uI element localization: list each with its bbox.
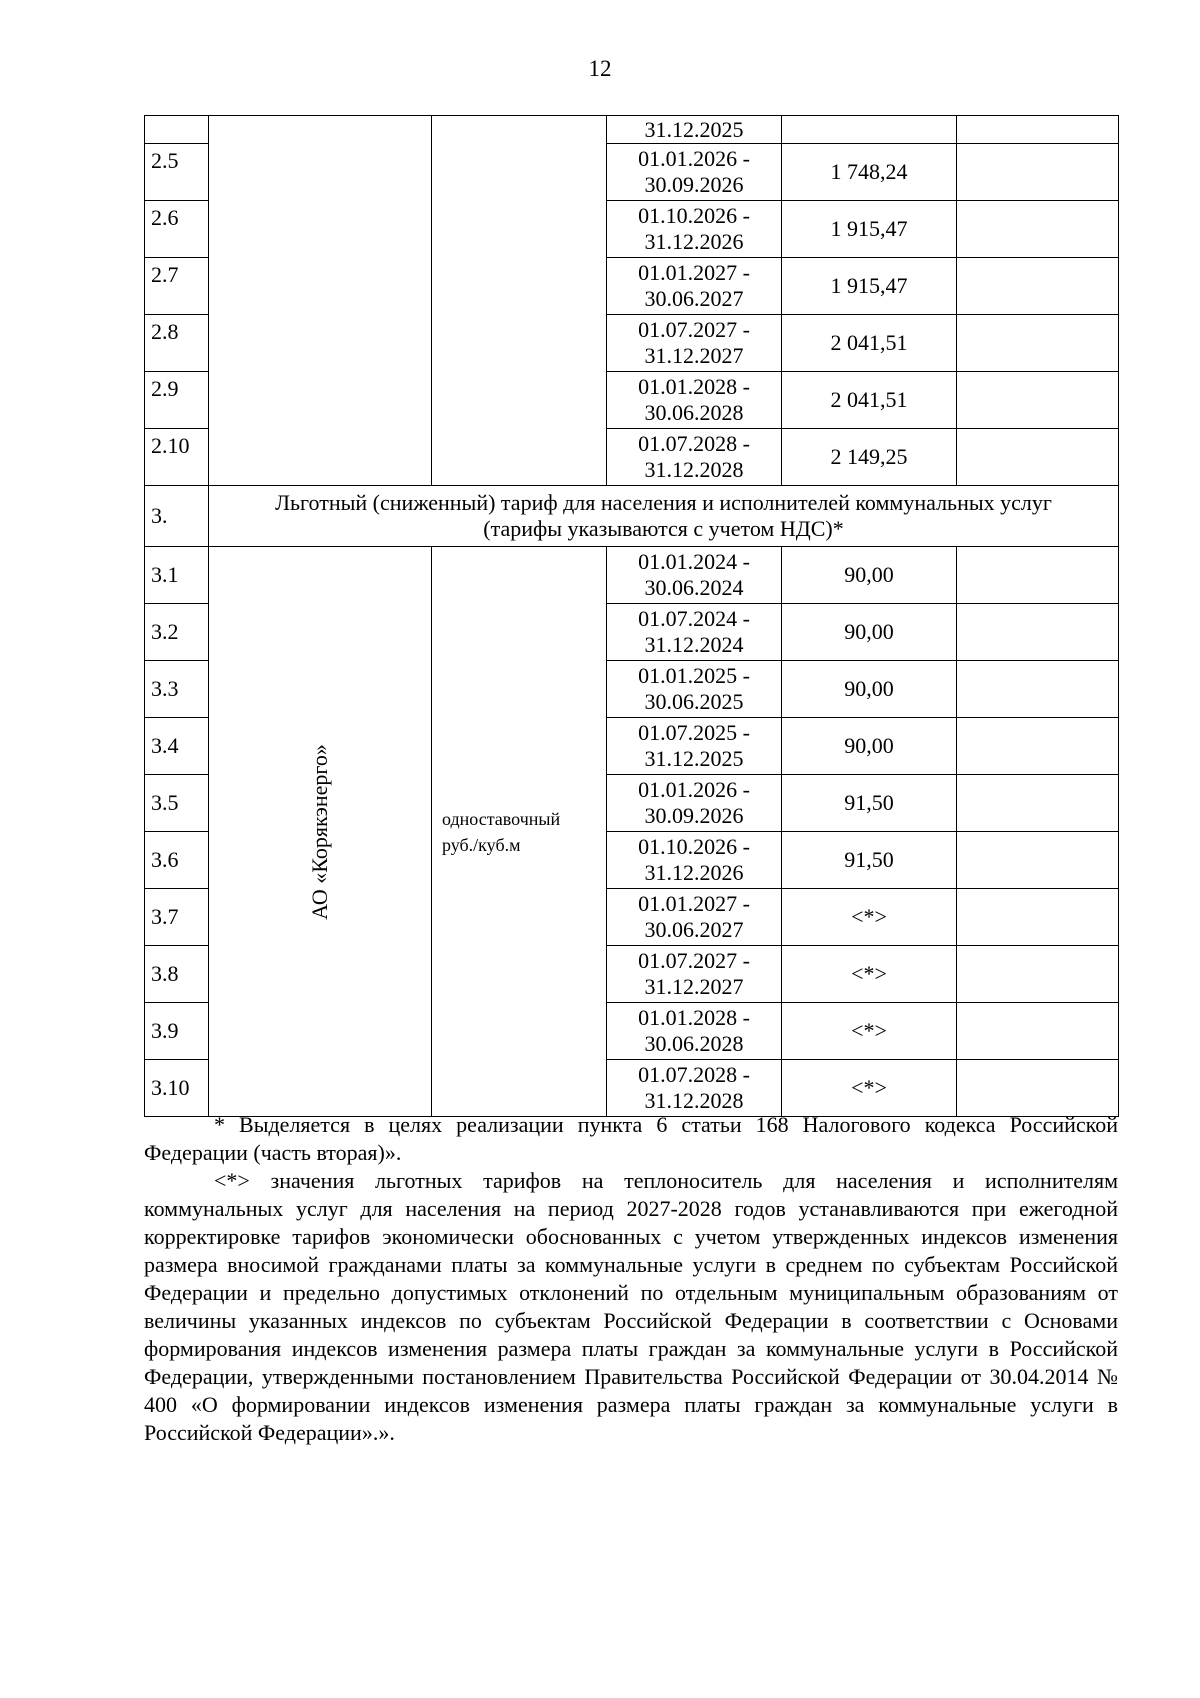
empty-cell <box>957 1003 1119 1060</box>
tariff-type: одноставочный <box>442 808 561 829</box>
period-start: 01.01.2027 - <box>638 260 750 285</box>
organization-cell <box>209 116 432 486</box>
period-cell <box>607 946 782 1003</box>
empty-cell <box>957 661 1119 718</box>
period-start: 01.01.2026 - <box>638 146 750 171</box>
period-end: 31.12.2027 <box>644 343 744 368</box>
page-number: 12 <box>588 56 612 81</box>
period-start: 01.01.2028 - <box>638 374 750 399</box>
period-cell <box>607 889 782 946</box>
period-start: 01.01.2025 - <box>638 663 750 688</box>
row-number: 3.6 <box>145 832 209 889</box>
period-cell <box>607 201 782 258</box>
period-start: 01.07.2028 - <box>638 431 750 456</box>
period-end: 31.12.2028 <box>644 457 744 482</box>
period-end: 30.09.2026 <box>644 172 744 197</box>
period-end: 31.12.2026 <box>644 229 744 254</box>
period-start: 01.07.2027 - <box>638 317 750 342</box>
row-number: 2.8 <box>145 315 209 372</box>
period-cell <box>607 429 782 486</box>
row-number: 3.2 <box>145 604 209 661</box>
period-cell <box>607 258 782 315</box>
row-number: 3.9 <box>145 1003 209 1060</box>
tariff-table <box>144 115 1119 1117</box>
period-cell <box>607 1060 782 1117</box>
period-end: 30.06.2024 <box>644 575 744 600</box>
tariff-value: <*> <box>782 1003 957 1060</box>
period-end: 31.12.2027 <box>644 974 744 999</box>
section-header-row <box>145 486 1119 547</box>
period-cell <box>607 315 782 372</box>
notes <box>144 1111 1118 1447</box>
period-cell <box>607 1003 782 1060</box>
row-number: 3.4 <box>145 718 209 775</box>
organization-name: АО «Корякэнерго» <box>307 743 332 920</box>
row-number-cell <box>145 116 209 144</box>
period-end: 31.12.2028 <box>644 1088 744 1113</box>
tariff-value: 1 748,24 <box>782 144 957 201</box>
period-start: 01.07.2027 - <box>638 948 750 973</box>
period-cell <box>607 372 782 429</box>
empty-cell <box>957 372 1119 429</box>
period-end: 31.12.2024 <box>644 632 744 657</box>
tariff-value: <*> <box>782 1060 957 1117</box>
tariff-value: 90,00 <box>782 604 957 661</box>
period-start: 01.01.2024 - <box>638 549 750 574</box>
period-end: 30.06.2025 <box>644 689 744 714</box>
tariff-value: 2 149,25 <box>782 429 957 486</box>
period-start: 01.07.2024 - <box>638 606 750 631</box>
empty-cell <box>957 1060 1119 1117</box>
period-start: 01.10.2026 - <box>638 203 750 228</box>
section-number: 3. <box>145 486 209 547</box>
tariff-value: 91,50 <box>782 832 957 889</box>
tariff-value: 91,50 <box>782 775 957 832</box>
empty-cell <box>957 832 1119 889</box>
tariff-type-cell <box>432 116 607 486</box>
tariff-value: <*> <box>782 889 957 946</box>
section-title-line: (тарифы указываются с учетом НДС)* <box>483 516 844 541</box>
period-start: 01.01.2027 - <box>638 891 750 916</box>
empty-cell <box>957 946 1119 1003</box>
row-number: 2.6 <box>145 201 209 258</box>
footnote-vat: * Выделяется в целях реализации пункта 6 статьи 168 Налогового кодекса Российской Федерации (часть вторая)». <box>144 1112 1118 1165</box>
empty-cell <box>957 429 1119 486</box>
row-number: 2.5 <box>145 144 209 201</box>
table-row <box>145 547 1119 604</box>
empty-cell <box>957 547 1119 604</box>
period-end: 31.12.2026 <box>644 860 744 885</box>
table-row <box>145 116 1119 144</box>
period-end: 30.06.2028 <box>644 400 744 425</box>
row-number: 2.10 <box>145 429 209 486</box>
row-number: 2.7 <box>145 258 209 315</box>
period-cell <box>607 604 782 661</box>
empty-cell <box>957 258 1119 315</box>
row-number: 3.5 <box>145 775 209 832</box>
tariff-value: 1 915,47 <box>782 201 957 258</box>
empty-cell <box>957 201 1119 258</box>
empty-cell <box>957 144 1119 201</box>
row-number: 3.10 <box>145 1060 209 1117</box>
empty-cell <box>957 775 1119 832</box>
row-number: 2.9 <box>145 372 209 429</box>
period-cell: 31.12.2025 <box>607 116 782 144</box>
tariff-value: 90,00 <box>782 718 957 775</box>
row-number: 3.7 <box>145 889 209 946</box>
organization-cell <box>209 547 432 1117</box>
period-cell <box>607 144 782 201</box>
empty-cell <box>957 116 1119 144</box>
tariff-value: 90,00 <box>782 547 957 604</box>
section-title <box>209 486 1119 547</box>
period-end: 31.12.2025 <box>644 746 744 771</box>
period-end: 30.06.2027 <box>644 286 744 311</box>
empty-cell <box>957 315 1119 372</box>
period-start: 01.01.2026 - <box>638 777 750 802</box>
tariff-unit: руб./куб.м <box>442 834 521 855</box>
tariff-type-cell <box>432 547 607 1117</box>
period-end: 30.09.2026 <box>644 803 744 828</box>
period-start: 01.07.2025 - <box>638 720 750 745</box>
period-end: 30.06.2027 <box>644 917 744 942</box>
tariff-value: 2 041,51 <box>782 372 957 429</box>
empty-cell <box>957 604 1119 661</box>
row-number: 3.3 <box>145 661 209 718</box>
period-start: 01.01.2028 - <box>638 1005 750 1030</box>
footnote-values: <*> значения льготных тарифов на теплоноситель для населения и исполнителям коммунальных услуг для населения на период 2027-2028 годов устанавливаются при ежегодной корректировке тарифов экономически обоснованных с учетом утвержденных индексов изменения размера вносимой гражданами платы за коммунальные услуги в среднем по субъектам Российской Федерации и предельно допустимых отклонений по отдельным муниципальным образованиям от величины указанных индексов по субъектам Российской Федерации в соответствии с Основами формирования индексов изменения размера платы граждан за коммунальные услуги в Российской Федерации, утвержденными постановлением Правительства Российской Федерации от 30.04.2014 № 400 «О формировании индексов изменения размера платы граждан за коммунальные услуги в Российской Федерации».». <box>144 1168 1118 1445</box>
period-cell <box>607 547 782 604</box>
tariff-value: <*> <box>782 946 957 1003</box>
row-number: 3.1 <box>145 547 209 604</box>
period-end: 30.06.2028 <box>644 1031 744 1056</box>
empty-cell <box>957 889 1119 946</box>
empty-cell <box>957 718 1119 775</box>
period-cell <box>607 832 782 889</box>
section-title-line: Льготный (сниженный) тариф для населения и исполнителей коммунальных услуг <box>275 490 1052 515</box>
row-number: 3.8 <box>145 946 209 1003</box>
period-start: 01.10.2026 - <box>638 834 750 859</box>
period-cell <box>607 718 782 775</box>
tariff-value-cell <box>782 116 957 144</box>
tariff-value: 1 915,47 <box>782 258 957 315</box>
period-cell <box>607 775 782 832</box>
tariff-value: 2 041,51 <box>782 315 957 372</box>
period-start: 01.07.2028 - <box>638 1062 750 1087</box>
tariff-value: 90,00 <box>782 661 957 718</box>
period-cell <box>607 661 782 718</box>
